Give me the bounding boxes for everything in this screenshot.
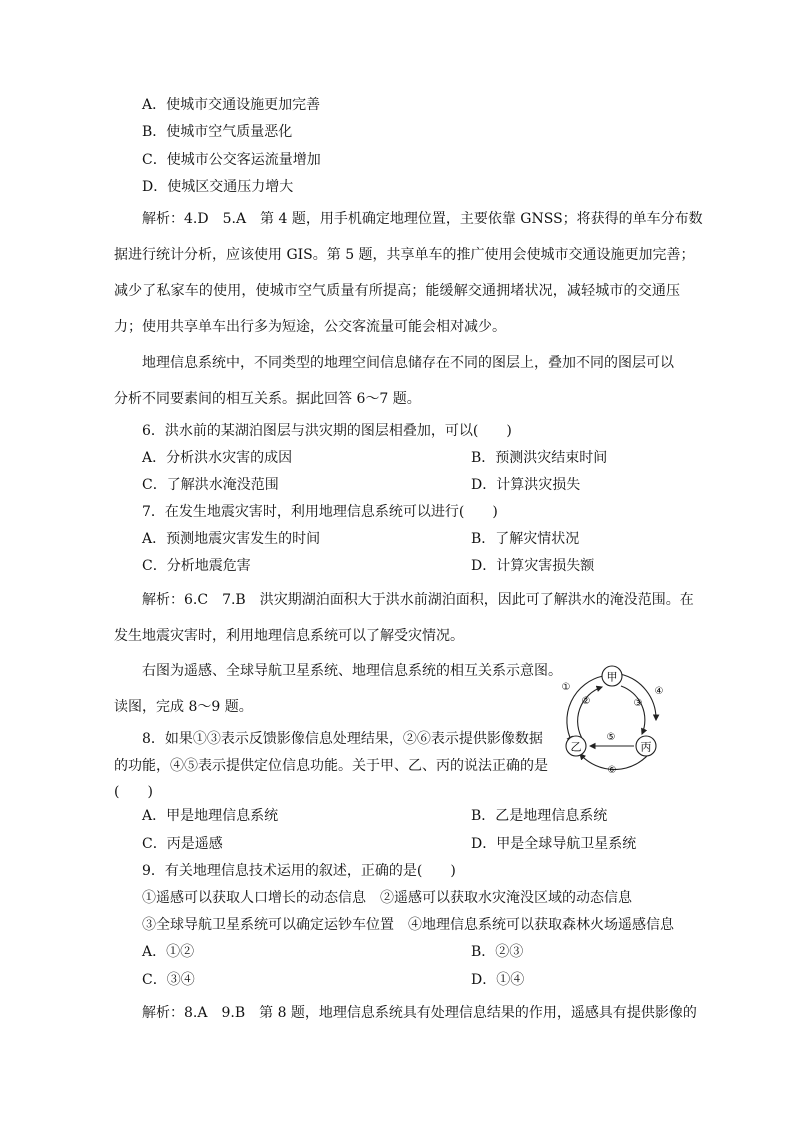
q8-stem-line-2: 的功能，④⑤表示提供定位信息功能。关于甲、乙、丙的说法正确的是 bbox=[114, 758, 548, 774]
analysis-8-9-line-1: 解析：8.A 9.B 第 8 题，地理信息系统具有处理信息结果的作用，遥感具有提供影像的 bbox=[142, 1005, 697, 1021]
q6-option-c: C．了解洪水淹没范围 bbox=[142, 477, 279, 493]
label-4: ④ bbox=[654, 686, 664, 697]
intro-8-9-line-2: 读图，完成 8～9 题。 bbox=[114, 699, 253, 715]
q9-stem: 9．有关地理信息技术运用的叙述，正确的是( ) bbox=[142, 863, 456, 879]
label-1: ① bbox=[561, 682, 571, 693]
q5-option-a: A．使城市交通设施更加完善 bbox=[142, 97, 321, 113]
q8-option-d: D．甲是全球导航卫星系统 bbox=[471, 836, 637, 852]
q9-option-d: D．①④ bbox=[471, 972, 525, 988]
relationship-diagram bbox=[556, 660, 674, 778]
q8-stem-line-1: 8．如果①③表示反馈影像信息处理结果，②⑥表示提供影像数据 bbox=[142, 731, 543, 747]
analysis-6-7-line-2: 发生地震灾害时，利用地理信息系统可以了解受灾情况。 bbox=[114, 628, 464, 644]
q9-option-b: B．②③ bbox=[471, 944, 524, 960]
intro-6-7-line-1: 地理信息系统中，不同类型的地理空间信息储存在不同的图层上，叠加不同的图层可以 bbox=[142, 355, 674, 371]
q6-stem: 6．洪水前的某湖泊图层与洪灾期的图层相叠加，可以( ) bbox=[142, 423, 512, 439]
q8-option-c: C．丙是遥感 bbox=[142, 836, 223, 852]
q5-option-b: B．使城市空气质量恶化 bbox=[142, 124, 293, 140]
node-yi-label: 乙 bbox=[570, 740, 582, 754]
q9-option-c: C．③④ bbox=[142, 972, 195, 988]
arrow-2 bbox=[578, 687, 602, 740]
q9-statement-1-2: ①遥感可以获取人口增长的动态信息 ②遥感可以获取水灾淹没区域的动态信息 bbox=[142, 890, 632, 906]
q6-option-b: B．预测洪灾结束时间 bbox=[471, 450, 608, 466]
arrow-1 bbox=[567, 676, 603, 742]
q5-option-d: D．使城区交通压力增大 bbox=[142, 179, 294, 195]
q7-option-d: D．计算灾害损失额 bbox=[471, 558, 595, 574]
analysis-4-5-line-2: 据进行统计分析，应该使用 GIS。第 5 题，共享单车的推广使用会使城市交通设施更加完善； bbox=[114, 247, 695, 263]
node-bing-label: 丙 bbox=[640, 740, 652, 754]
q8-stem-line-3: ( ) bbox=[114, 784, 153, 800]
q9-statement-3-4: ③全球导航卫星系统可以确定运钞车位置 ④地理信息系统可以获取森林火场遥感信息 bbox=[142, 917, 674, 933]
node-jia-label: 甲 bbox=[606, 670, 618, 684]
q7-stem: 7．在发生地震灾害时，利用地理信息系统可以进行( ) bbox=[142, 504, 498, 520]
label-6: ⑥ bbox=[607, 765, 617, 776]
arrow-4 bbox=[620, 674, 656, 720]
label-5: ⑤ bbox=[606, 732, 616, 743]
q8-option-b: B．乙是地理信息系统 bbox=[471, 808, 608, 824]
q5-option-c: C．使城市公交客运流量增加 bbox=[142, 152, 321, 168]
analysis-4-5-line-1: 解析：4.D 5.A 第 4 题，用手机确定地理位置，主要依靠 GNSS；将获得的单车分布数 bbox=[142, 211, 703, 227]
analysis-4-5-line-3: 减少了私家车的使用，使城市空气质量有所提高；能缓解交通拥堵状况，减轻城市的交通压 bbox=[114, 283, 680, 299]
q9-option-a: A．①② bbox=[142, 944, 195, 960]
arrow-3 bbox=[621, 686, 645, 734]
q6-option-a: A．分析洪水灾害的成因 bbox=[142, 450, 293, 466]
q8-option-a: A．甲是地理信息系统 bbox=[142, 808, 279, 824]
intro-6-7-line-2: 分析不同要素间的相互关系。据此回答 6～7 题。 bbox=[114, 391, 421, 407]
analysis-4-5-line-4: 力；使用共享单车出行多为短途，公交客流量可能会相对减少。 bbox=[114, 319, 506, 335]
label-2: ② bbox=[581, 696, 591, 707]
label-3: ③ bbox=[633, 698, 643, 709]
q7-option-c: C．分析地震危害 bbox=[142, 558, 251, 574]
intro-8-9-line-1: 右图为遥感、全球导航卫星系统、地理信息系统的相互关系示意图。 bbox=[142, 663, 562, 679]
analysis-6-7-line-1: 解析：6.C 7.B 洪灾期湖泊面积大于洪水前湖泊面积，因此可了解洪水的淹没范围。在 bbox=[142, 592, 694, 608]
q7-option-a: A．预测地震灾害发生的时间 bbox=[142, 531, 321, 547]
q6-option-d: D．计算洪灾损失 bbox=[471, 477, 581, 493]
q7-option-b: B．了解灾情状况 bbox=[471, 531, 580, 547]
